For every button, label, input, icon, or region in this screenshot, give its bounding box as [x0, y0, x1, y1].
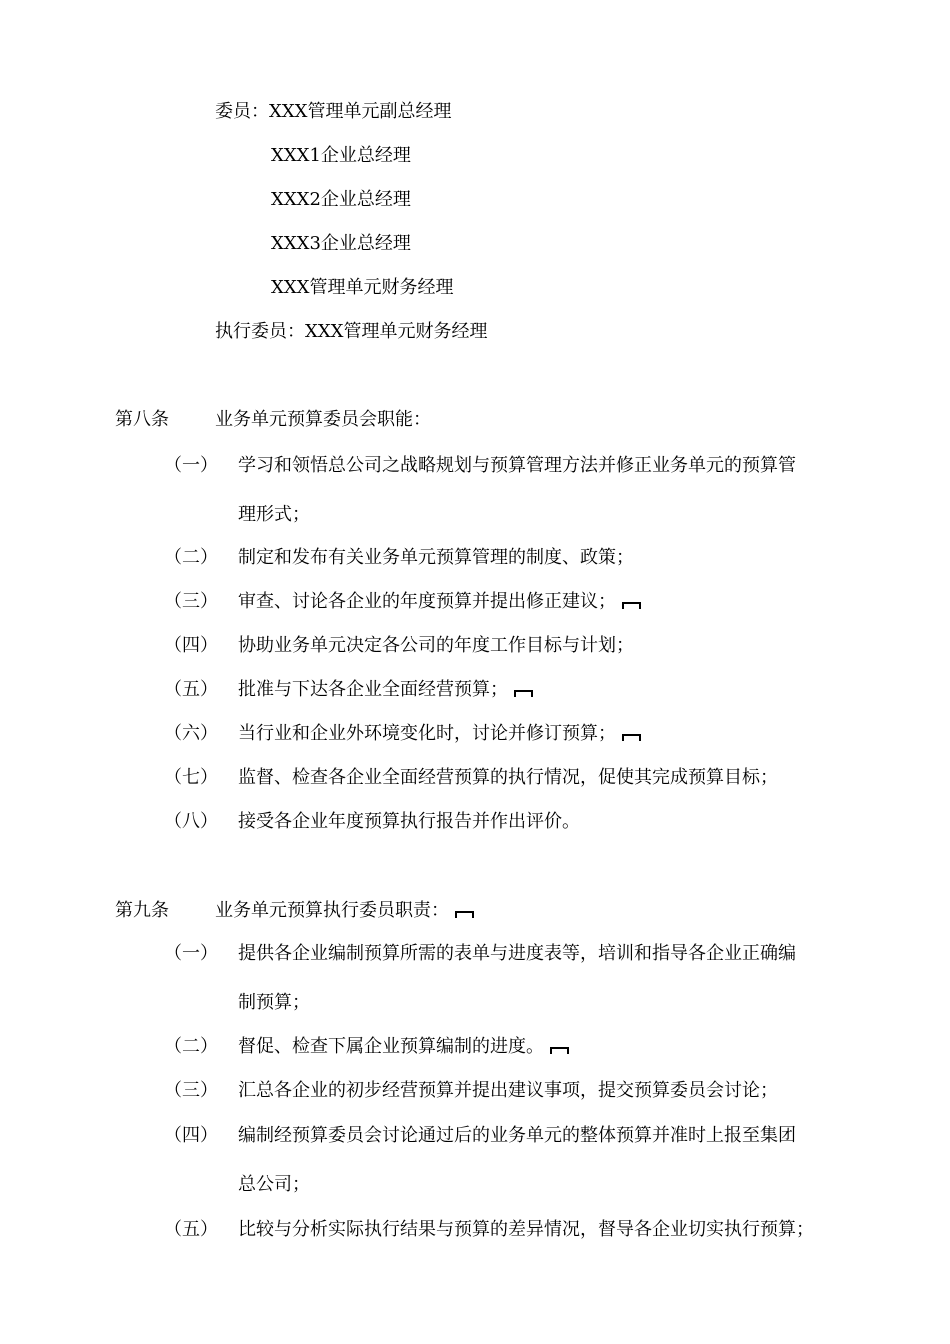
clause-text: 汇总各企业的初步经营预算并提出建议事项，提交预算委员会讨论；	[238, 1080, 778, 1101]
clause-text: 编制经预算委员会讨论通过后的业务单元的整体预算并准时上报至集团	[238, 1125, 796, 1146]
clause-text: 比较与分析实际执行结果与预算的差异情况，督导各企业切实执行预算；	[238, 1219, 814, 1240]
article-number: 第八条	[115, 409, 169, 430]
clause-text: 批准与下达各企业全面经营预算；	[238, 679, 508, 700]
clause-text-row	[238, 678, 533, 702]
anchor-mark-icon	[455, 911, 474, 918]
member-line: XXX1企业总经理	[271, 145, 411, 166]
anchor-mark-icon	[514, 690, 533, 697]
article-number: 第九条	[115, 900, 169, 921]
clause-text: 协助业务单元决定各公司的年度工作目标与计划；	[238, 635, 634, 656]
clause-text: 提供各企业编制预算所需的表单与进度表等，培训和指导各企业正确编	[238, 943, 796, 964]
clause-text-row	[238, 590, 641, 614]
clause-number: （八）	[164, 811, 218, 832]
clause-number: （二）	[164, 547, 218, 568]
executive-member-line: 执行委员：XXX管理单元财务经理	[215, 321, 488, 342]
clause-text: 督促、检查下属企业预算编制的进度。	[238, 1036, 544, 1057]
clause-number: （七）	[164, 767, 218, 788]
article-title: 业务单元预算执行委员职责：	[215, 900, 449, 921]
clause-number: （四）	[164, 1125, 218, 1146]
member-line: XXX2企业总经理	[271, 189, 411, 210]
member-line: XXX管理单元财务经理	[271, 277, 454, 298]
clause-text: 制定和发布有关业务单元预算管理的制度、政策；	[238, 547, 634, 568]
clause-number: （五）	[164, 1219, 218, 1240]
clause-text: 当行业和企业外环境变化时，讨论并修订预算；	[238, 723, 616, 744]
article-title-row	[215, 899, 474, 923]
clause-text-row	[238, 722, 641, 746]
anchor-mark-icon	[622, 602, 641, 609]
clause-number: （四）	[164, 635, 218, 656]
member-line: XXX3企业总经理	[271, 233, 411, 254]
clause-number: （三）	[164, 591, 218, 612]
clause-text: 接受各企业年度预算执行报告并作出评价。	[238, 811, 580, 832]
clause-text: 审查、讨论各企业的年度预算并提出修正建议；	[238, 591, 616, 612]
member-line: 委员：XXX管理单元副总经理	[215, 101, 452, 122]
anchor-mark-icon	[622, 734, 641, 741]
clause-number: （六）	[164, 723, 218, 744]
clause-text: 监督、检查各企业全面经营预算的执行情况，促使其完成预算目标；	[238, 767, 778, 788]
clause-number: （一）	[164, 455, 218, 476]
clause-text-row	[238, 1035, 569, 1059]
clause-number: （一）	[164, 943, 218, 964]
anchor-mark-icon	[550, 1047, 569, 1054]
clause-number: （二）	[164, 1036, 218, 1057]
clause-number: （五）	[164, 679, 218, 700]
clause-text-continued: 总公司；	[238, 1174, 310, 1195]
clause-text-continued: 理形式；	[238, 504, 310, 525]
clause-number: （三）	[164, 1080, 218, 1101]
clause-text: 学习和领悟总公司之战略规划与预算管理方法并修正业务单元的预算管	[238, 455, 796, 476]
clause-text-continued: 制预算；	[238, 992, 310, 1013]
article-title: 业务单元预算委员会职能：	[215, 409, 431, 430]
